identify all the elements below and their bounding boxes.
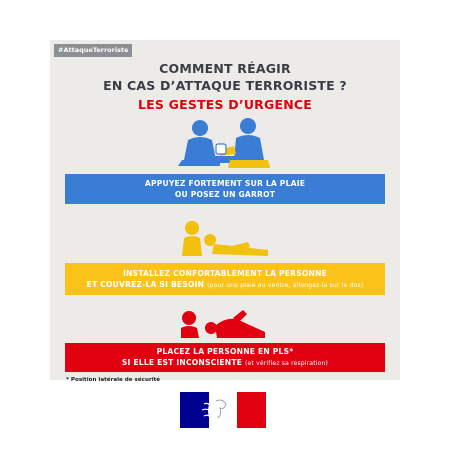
step-2-line-2 [87,279,364,291]
step-2-note: (pour une plaie au ventre, allongez-la sur le dos) [207,281,364,289]
step-1-banner [65,174,385,204]
step-3-line-1: PLACEZ LA PERSONNE EN PLS* [156,347,294,356]
hashtag-badge: #AttaqueTerroriste [54,44,132,57]
step-2-line-1: INSTALLEZ CONFORTABLEMENT LA PERSONNE [122,268,328,278]
marianne-republique-francaise-logo [180,392,266,428]
step-3-line-2 [122,357,328,369]
infographic-card [50,40,400,380]
lying-person-icon [178,216,278,260]
title-line-1: COMMENT RÉAGIR [159,61,291,76]
main-title [50,60,400,94]
step-3-line-2-text: SI ELLE EST INCONSCIENTE [121,358,243,367]
step-3-note: (et vérifiez sa respiration) [244,360,329,367]
step-1-line-2: OU POSEZ UN GARROT [174,190,276,199]
recovery-position-icon [177,304,277,342]
title-line-2: EN CAS D’ATTAQUE TERRORISTE ? [103,78,347,93]
step-2-line-2-text: ET COUVREZ-LA SI BESOIN [86,279,205,289]
footnote: * Position latérale de sécurité [66,377,161,383]
subtitle: LES GESTES D’URGENCE [138,97,312,112]
step-3-banner [65,343,385,372]
first-aid-pressure-icon [170,116,280,172]
step-1-line-1: APPUYEZ FORTEMENT SUR LA PLAIE [144,179,306,188]
step-2-banner [65,263,385,295]
